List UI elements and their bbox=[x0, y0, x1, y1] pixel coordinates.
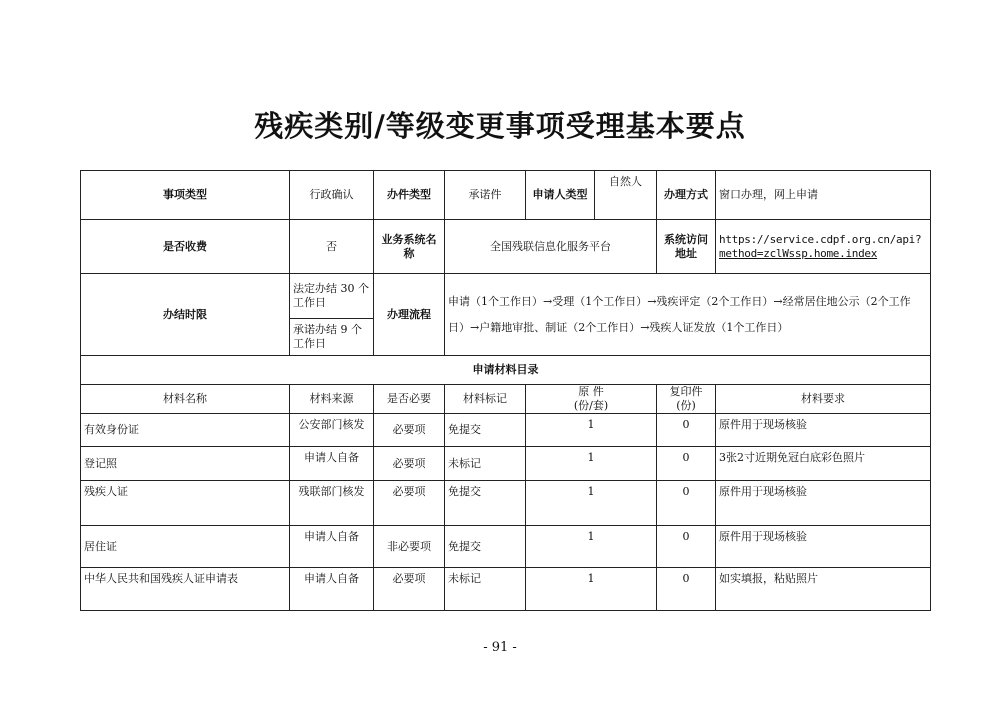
material-copy: 0 bbox=[657, 526, 716, 568]
fee-label: 是否收费 bbox=[81, 220, 290, 274]
system-url-link[interactable] bbox=[716, 220, 931, 274]
material-required: 必要项 bbox=[374, 568, 445, 611]
material-original: 1 bbox=[526, 481, 657, 526]
handling-method-value: 窗口办理，网上申请 bbox=[716, 171, 931, 220]
material-source: 公安部门核发 bbox=[290, 414, 374, 447]
table-row bbox=[81, 414, 931, 447]
handling-type-value: 承诺件 bbox=[445, 171, 526, 220]
matter-type-value: 行政确认 bbox=[290, 171, 374, 220]
acceptance-table bbox=[80, 170, 931, 611]
applicant-type-value: 自然人 bbox=[595, 171, 657, 220]
fee-value: 否 bbox=[290, 220, 374, 274]
applicant-type-label: 申请人类型 bbox=[526, 171, 595, 220]
process-label: 办理流程 bbox=[374, 274, 445, 356]
material-mark: 未标记 bbox=[445, 447, 526, 481]
material-copy: 0 bbox=[657, 414, 716, 447]
table-row bbox=[81, 447, 931, 481]
material-requirement: 原件用于现场核验 bbox=[716, 414, 931, 447]
material-source: 申请人自备 bbox=[290, 568, 374, 611]
material-original: 1 bbox=[526, 526, 657, 568]
material-name: 残疾人证 bbox=[81, 481, 290, 526]
material-original: 1 bbox=[526, 414, 657, 447]
material-source: 申请人自备 bbox=[290, 526, 374, 568]
material-required: 必要项 bbox=[374, 414, 445, 447]
system-url-line2[interactable]: method=zclWssp.home.index bbox=[719, 246, 878, 260]
header-material-source: 材料来源 bbox=[290, 385, 374, 414]
time-limit-label: 办结时限 bbox=[81, 274, 290, 356]
material-requirement: 如实填报，粘贴照片 bbox=[716, 568, 931, 611]
material-requirement: 原件用于现场核验 bbox=[716, 481, 931, 526]
header-required: 是否必要 bbox=[374, 385, 445, 414]
material-name: 登记照 bbox=[81, 447, 290, 481]
material-name: 有效身份证 bbox=[81, 414, 290, 447]
materials-header-row bbox=[81, 385, 931, 414]
info-row-system bbox=[81, 220, 931, 274]
material-original: 1 bbox=[526, 447, 657, 481]
material-requirement: 原件用于现场核验 bbox=[716, 526, 931, 568]
process-value: 申请（1个工作日）→受理（1个工作日）→残疾评定（2个工作日）→经常居住地公示（2个工作日）→户籍地审批、制证（2个工作日）→残疾人证发放（1个工作日） bbox=[445, 274, 931, 356]
system-url-line1[interactable]: https://service.cdpf.org.cn/api? bbox=[719, 232, 922, 246]
system-url-label: 系统访问地址 bbox=[657, 220, 716, 274]
material-required: 必要项 bbox=[374, 481, 445, 526]
material-copy: 0 bbox=[657, 568, 716, 611]
material-original: 1 bbox=[526, 568, 657, 611]
material-copy: 0 bbox=[657, 447, 716, 481]
table-row bbox=[81, 481, 931, 526]
materials-section-title: 申请材料目录 bbox=[81, 356, 931, 385]
material-name: 居住证 bbox=[81, 526, 290, 568]
material-name: 中华人民共和国残疾人证申请表 bbox=[81, 568, 290, 611]
table-row bbox=[81, 526, 931, 568]
page-number: - 91 - bbox=[483, 640, 517, 655]
info-row-type bbox=[81, 171, 931, 220]
material-source: 残联部门核发 bbox=[290, 481, 374, 526]
info-row-time bbox=[81, 274, 931, 319]
material-copy: 0 bbox=[657, 481, 716, 526]
material-mark: 免提交 bbox=[445, 526, 526, 568]
promise-time-value: 承诺办结 9 个工作日 bbox=[290, 319, 374, 356]
system-name-value: 全国残联信息化服务平台 bbox=[445, 220, 657, 274]
header-material-mark: 材料标记 bbox=[445, 385, 526, 414]
materials-section-row bbox=[81, 356, 931, 385]
matter-type-label: 事项类型 bbox=[81, 171, 290, 220]
header-copy-count: 复印件 (份) bbox=[657, 385, 716, 414]
system-name-label: 业务系统名称 bbox=[374, 220, 445, 274]
header-material-name: 材料名称 bbox=[81, 385, 290, 414]
material-mark: 免提交 bbox=[445, 414, 526, 447]
material-source: 申请人自备 bbox=[290, 447, 374, 481]
material-required: 非必要项 bbox=[374, 526, 445, 568]
table-row bbox=[81, 568, 931, 611]
handling-type-label: 办件类型 bbox=[374, 171, 445, 220]
material-mark: 未标记 bbox=[445, 568, 526, 611]
material-required: 必要项 bbox=[374, 447, 445, 481]
handling-method-label: 办理方式 bbox=[657, 171, 716, 220]
page-title: 残疾类别/等级变更事项受理基本要点 bbox=[254, 109, 746, 143]
material-mark: 免提交 bbox=[445, 481, 526, 526]
header-original-count: 原 件 (份/套) bbox=[526, 385, 657, 414]
legal-time-value: 法定办结 30 个工作日 bbox=[290, 274, 374, 319]
header-material-requirement: 材料要求 bbox=[716, 385, 931, 414]
material-requirement: 3张2寸近期免冠白底彩色照片 bbox=[716, 447, 931, 481]
